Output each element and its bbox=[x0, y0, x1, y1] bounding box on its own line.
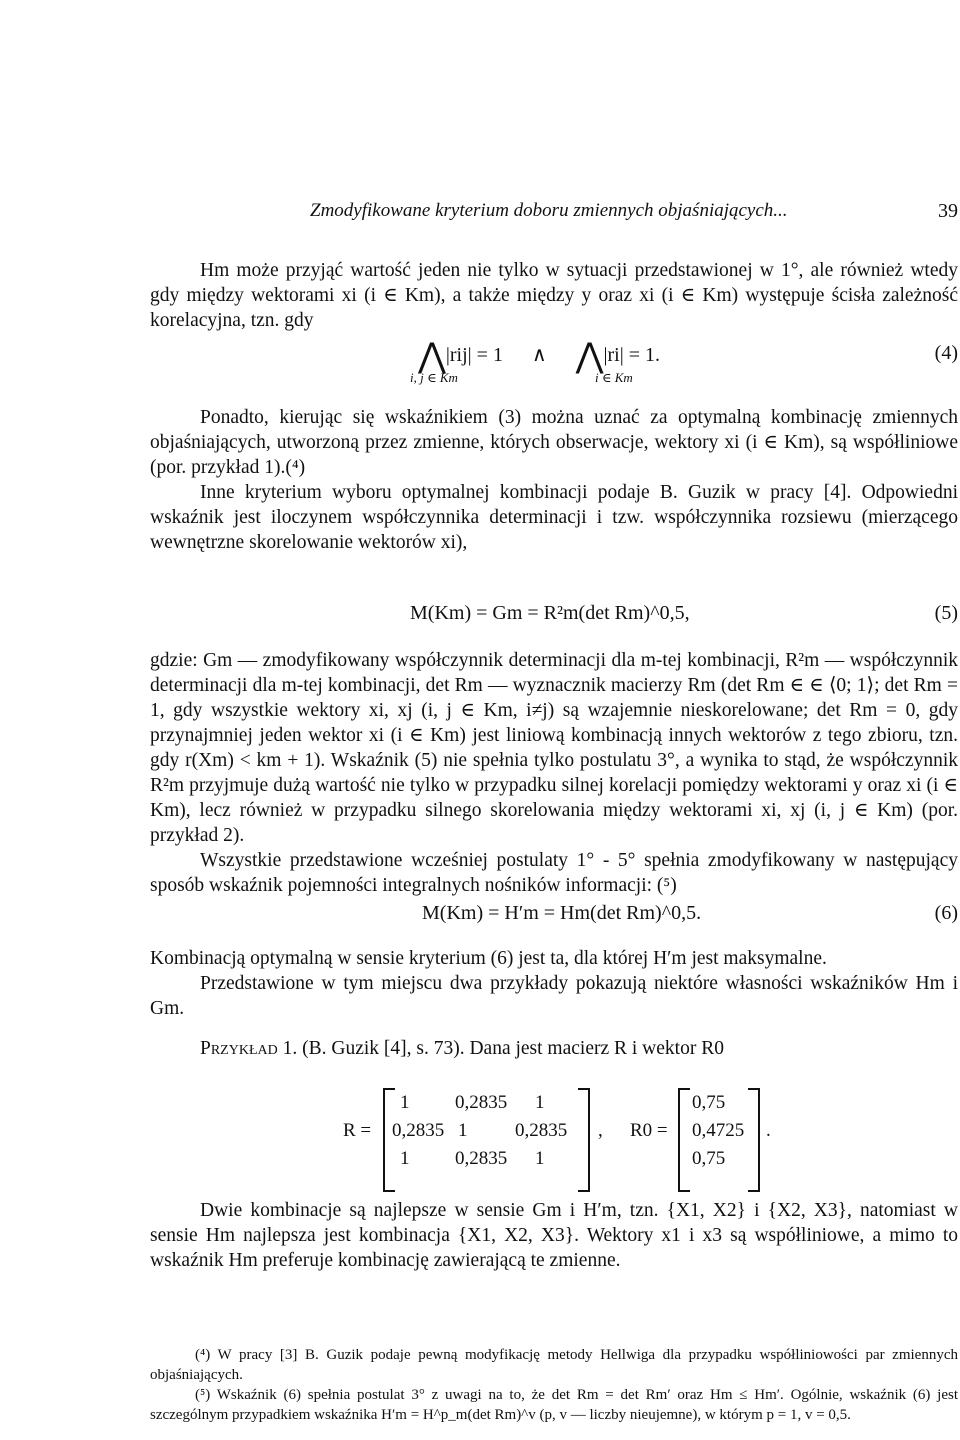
equation-4-formula bbox=[418, 338, 660, 375]
paragraph-6 bbox=[150, 946, 958, 1021]
matrix-comma: , bbox=[598, 1120, 603, 1141]
example-1 bbox=[150, 1036, 958, 1061]
vector-R0-label: R0 = bbox=[630, 1120, 668, 1141]
vector-R0-left-bracket bbox=[678, 1088, 690, 1192]
matrix-R-cell: 0,2835 bbox=[455, 1092, 508, 1113]
footnotes bbox=[150, 1345, 958, 1425]
equation-4 bbox=[0, 338, 960, 394]
vector-R0-cell: 0,4725 bbox=[692, 1120, 745, 1141]
paragraph-2-text: Ponadto, kierując się wskaźnikiem (3) można uznać za optymalną kombinację zmiennych objaśniających, utworzoną przez zmienne, których obserwacje, wektory xi (i ∈ Km), są współliniowe (por. przykład 1).(⁴) bbox=[150, 407, 958, 478]
running-title: Zmodyfikowane kryterium doboru zmiennych objaśniających... bbox=[310, 200, 788, 221]
matrix-R-cell: 1 bbox=[535, 1148, 545, 1169]
vector-R0-cell: 0,75 bbox=[692, 1092, 726, 1113]
matrix-R-cell: 0,2835 bbox=[515, 1120, 568, 1141]
paragraph-5-text: Wszystkie przedstawione wcześniej postulaty 1° - 5° spełnia zmodyfikowany w następujący sposób wskaźnik pojemności integralnych nośników informacji: (⁵) bbox=[150, 850, 958, 896]
equation-5-number: (5) bbox=[934, 602, 958, 624]
paragraph-1 bbox=[150, 258, 958, 333]
running-head bbox=[310, 200, 958, 230]
wedge-symbol: ⋀ bbox=[575, 338, 604, 375]
equation-4-right: |ri| = 1. bbox=[603, 344, 660, 366]
vector-R0-right-bracket bbox=[748, 1088, 760, 1192]
page-number: 39 bbox=[938, 200, 958, 222]
matrix-R-cell: 1 bbox=[458, 1120, 468, 1141]
paragraph-3-text: Inne kryterium wyboru optymalnej kombinacji podaje B. Guzik w pracy [4]. Odpowiedni wskaźnik jest iloczynem współczynnika determinacji i tzw. współczynnika rozsiewu (mierzącego wewnętrzne skorelowanie wektorów xi), bbox=[150, 482, 958, 553]
matrix-R-right-bracket bbox=[578, 1088, 590, 1192]
equation-5-formula: M(Km) = Gm = R²m(det Rm)^0,5, bbox=[410, 602, 690, 624]
matrix-R-label: R = bbox=[343, 1120, 372, 1141]
vector-R0-cell: 0,75 bbox=[692, 1148, 726, 1169]
matrix-R-cell: 1 bbox=[400, 1092, 410, 1113]
paragraph-4 bbox=[150, 648, 958, 898]
equation-4-left-subscript: i, j ∈ Km bbox=[410, 370, 458, 385]
matrix-period: . bbox=[766, 1120, 771, 1141]
paragraph-1-text: Hm może przyjąć wartość jeden nie tylko w sytuacji przedstawionej w 1°, ale również wtedy gdy między wektorami xi (i ∈ Km), a także między y oraz xi (i ∈ Km) występuje ścisła zależność korelacyjna, tzn. gdy bbox=[150, 260, 958, 331]
paragraph-9-text: Dwie kombinacje są najlepsze w sensie Gm i H′m, tzn. {X1, X2} i {X2, X3}, natomiast w sensie Hm najlepsza jest kombinacja {X1, X2, X3}. Wektory x1 i x3 są współliniowe, a mimo to wskaźnik Hm preferuje kombinację zawierającą te zmienne. bbox=[150, 1200, 958, 1271]
equation-4-number: (4) bbox=[934, 342, 958, 364]
paragraph-7-text: Przedstawione w tym miejscu dwa przykłady pokazują niektóre własności wskaźników Hm i Gm. bbox=[150, 973, 958, 1019]
matrix-R-cell: 1 bbox=[400, 1148, 410, 1169]
example-1-label: Przykład 1. bbox=[200, 1038, 298, 1059]
equation-5 bbox=[0, 602, 960, 632]
example-1-body: (B. Guzik [4], s. 73). Dana jest macierz R i wektor R0 bbox=[302, 1038, 724, 1059]
matrix-block bbox=[0, 1080, 960, 1195]
example-1-text bbox=[150, 1036, 958, 1061]
equation-4-left: |rij| = 1 bbox=[445, 344, 503, 366]
footnote-5: (⁵) Wskaźnik (6) spełnia postulat 3° z uwagi na to, że det Rm = det Rm′ oraz Hm ≤ Hm′. Ogólnie, wskaźnik (6) jest szczególnym przypadkiem wskaźnika H′m = H^p_m(det Rm)^v (p, v — liczby nieujemne), w którym p = 1, v = 0,5. bbox=[150, 1387, 958, 1423]
footnote-4: (⁴) W pracy [3] B. Guzik podaje pewną modyfikację metody Hellwiga dla przypadku współliniowości par zmiennych objaśniających. bbox=[150, 1347, 958, 1383]
equation-4-right-subscript: i ∈ Km bbox=[595, 370, 633, 385]
equation-6 bbox=[0, 902, 960, 932]
paragraph-6-text: Kombinacją optymalną w sensie kryterium (6) jest ta, dla której H′m jest maksymalne. bbox=[150, 948, 827, 969]
equation-6-number: (6) bbox=[934, 902, 958, 924]
matrix-R-cell: 1 bbox=[535, 1092, 545, 1113]
paragraph-2 bbox=[150, 405, 958, 555]
equation-4-connector: ∧ bbox=[531, 344, 547, 366]
matrix-R-cell: 0,2835 bbox=[392, 1120, 445, 1141]
paragraph-4-text: gdzie: Gm — zmodyfikowany współczynnik determinacji dla m-tej kombinacji, R²m — współczynnik determinacji dla m-tej kombinacji, det Rm — wyznacznik macierzy Rm (det Rm ∈ ∈ ⟨0; 1⟩; det Rm = 1, gdy wszystkie wektory xi, xj (i, j ∈ Km, i≠j) są wzajemnie nieskorelowane; det Rm = 0, gdy przynajmniej jeden wektor xi (i ∈ Km) jest liniową kombinacją innych wektorów z tego zbioru, tzn. gdy r(Xm) < km + 1). Wskaźnik (5) nie spełnia tylko postulatu 3°, a wynika to stąd, że współczynnik R²m przyjmuje dużą wartość nie tylko w przypadku silnej korelacji pomiędzy wektorami y oraz xi (i ∈ Km), lecz również w przypadku silnego skorelowania między wektorami xi, xj (i, j ∈ Km) (por. przykład 2). bbox=[150, 650, 958, 846]
matrix-R-cell: 0,2835 bbox=[455, 1148, 508, 1169]
paragraph-9 bbox=[150, 1198, 958, 1273]
equation-6-formula: M(Km) = H′m = Hm(det Rm)^0,5. bbox=[422, 902, 702, 924]
wedge-symbol: ⋀ bbox=[418, 338, 446, 375]
